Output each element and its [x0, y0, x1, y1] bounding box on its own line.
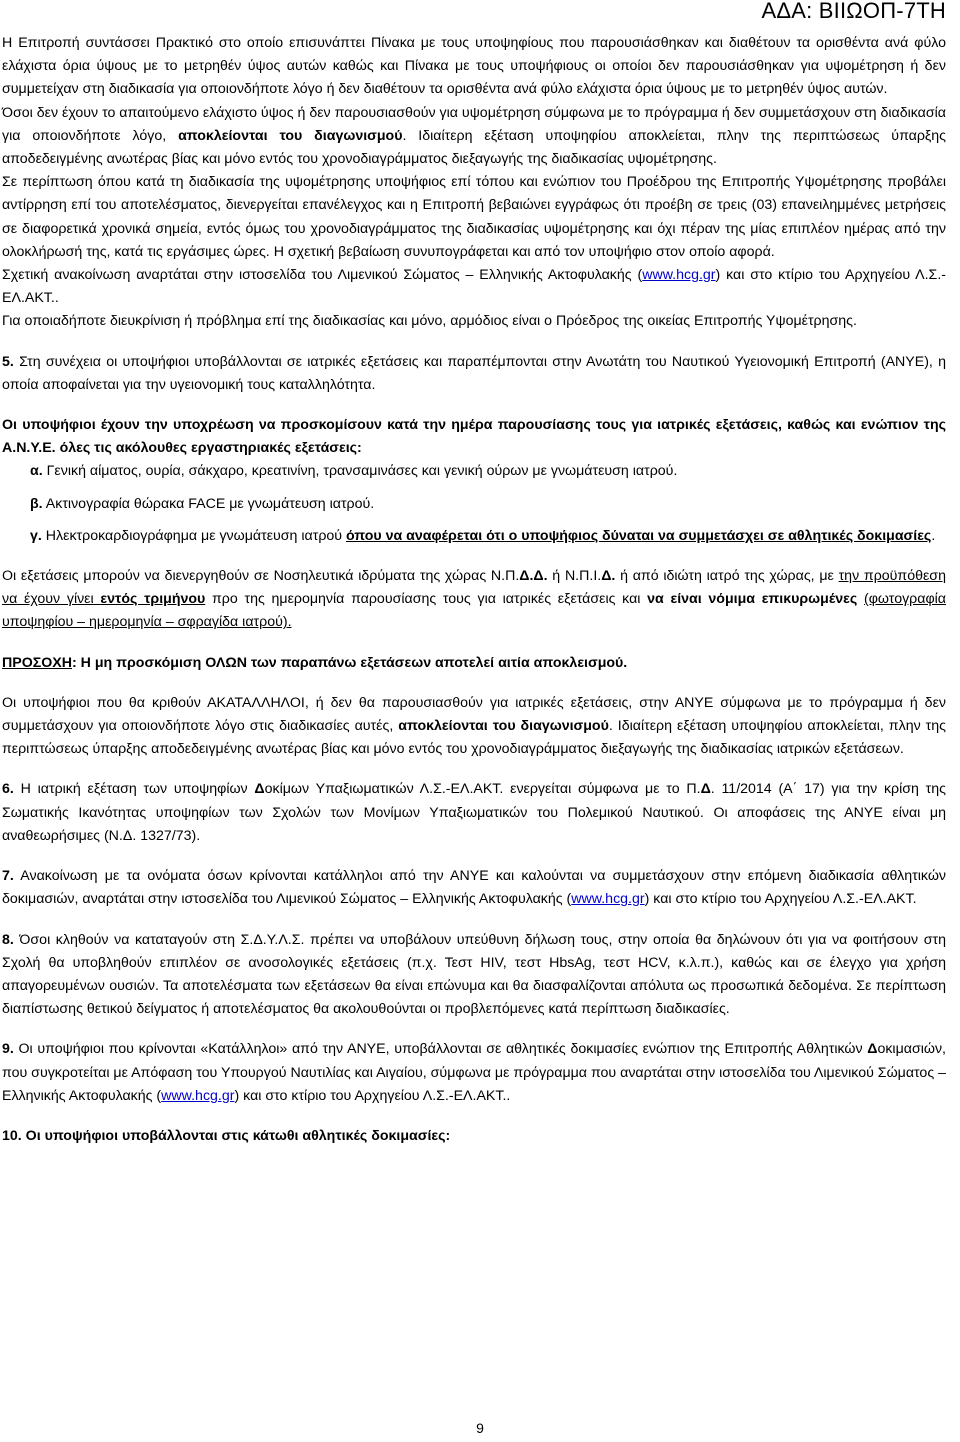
paragraph-announcement: Σχετική ανακοίνωση αναρτάται στην ιστοσελίδα του Λιμενικού Σώματος – Ελληνικής Ακτοφυλακής (www.hcg.gr) και στο κτίριο του Αρχηγείου Λ.Σ.-ΕΛ.ΑΚΤ..: [2, 267, 946, 307]
page-number: 9: [476, 1420, 484, 1436]
section-number: 9.: [2, 1041, 14, 1058]
exam-item-a: α. Γενική αίματος, ουρία, σάκχαρο, κρεατινίνη, τρανσαμινάσες και γενική ούρων με γνωμάτευση ιατρού.: [30, 463, 678, 480]
section-9: 9. Οι υποψήφιοι που κρίνονται «Κατάλληλοι» από την ΑΝΥΕ, υποβάλλονται σε αθλητικές δοκιμασίες ενώπιον της Επιτροπής Αθλητικών Δοκιμασιών, που συγκροτείται με Απόφαση του Υπουργού Ναυτιλίας και Αιγαίου, σύμφωνα με πρόγραμμα που αναρτάται στην ιστοσελίδα του Λιμενικού Σώματος – Ελληνικής Ακτοφυλακής (www.hcg.gr) και στο κτίριο του Αρχηγείου Λ.Σ.-ΕΛ.ΑΚΤ..: [2, 1041, 946, 1104]
hcg-link[interactable]: www.hcg.gr: [161, 1087, 235, 1104]
section-number: 6.: [2, 781, 14, 798]
exam-item-b: β. Ακτινογραφία θώρακα FACE με γνωμάτευση ιατρού.: [30, 495, 375, 512]
paragraph-committee-report: Η Επιτροπή συντάσσει Πρακτικό στο οποίο επισυνάπτει Πίνακα με τους υποψηφίους που παρουσιάσθηκαν και διαθέτουν τα ορισθέντα ανά φύλο ελάχιστα όρια ύψους με το μετρηθέν ύψος αυτών καθώς και Πίνακα με τους υποψήφιους οι οποίοι δεν παρουσιάσθηκαν για υψομέτρηση ή δεν συμμετείχαν στη διαδικασία για οποιονδήποτε λόγο ή δεν διαθέτουν τα ορισθέντα ανά φύλο ελάχιστα όρια ύψους με το μετρηθέν ύψος αυτών.: [2, 35, 946, 98]
hcg-link[interactable]: www.hcg.gr: [571, 891, 645, 908]
exclusion-notice: αποκλείονται του διαγωνισμού: [178, 127, 403, 144]
exam-item-c: γ. Ηλεκτροκαρδιογράφημα με γνωμάτευση ιατρού όπου να αναφέρεται ότι ο υποψήφιος δύναται να συμμετάσχει σε αθλητικές δοκιμασίες.: [30, 527, 936, 544]
paragraph-hospitals: Οι εξετάσεις μπορούν να διενεργηθούν σε Νοσηλευτικά ιδρύματα της χώρας Ν.Π.Δ.Δ. ή Ν.Π.Ι.Δ. ή από ιδιώτη ιατρό της χώρας, με την προϋπόθεση να έχουν γίνει εντός τριμήνου προ της ημερομηνία παρουσίασης τους για ιατρικές εξετάσεις και να είναι νόμιμα επικυρωμένες (φωτογραφία υποψηφίου – ημερομηνία – σφραγίδα ιατρού).: [2, 568, 946, 631]
hcg-link[interactable]: www.hcg.gr: [642, 267, 716, 284]
section-number: 7.: [2, 868, 14, 885]
document-body: [0, 32, 946, 1148]
section-5: 5. Στη συνέχεια οι υποψήφιοι υποβάλλονται σε ιατρικές εξετάσεις και παραπέμπονται στην Ανωτάτη του Ναυτικού Υγειονομική Επιτροπή (ΑΝΥΕ), η οποία αποφαίνεται για την υγειονομική τους καταλληλότητα.: [2, 353, 946, 393]
paragraph-attention: ΠΡΟΣΟΧΗ: Η μη προσκόμιση ΟΛΩΝ των παραπάνω εξετάσεων αποτελεί αιτία αποκλεισμού.: [2, 654, 628, 671]
paragraph-objection: Σε περίπτωση όπου κατά τη διαδικασία της υψομέτρησης υποψήφιος επί τόπου και ενώπιον του Προέδρου της Επιτροπής Υψομέτρησης προβάλει αντίρρηση επί του αποτελέσματος, διενεργείται επανέλεγχος και η Επιτροπή βεβαιώνει εγγράφως ότι προέβη σε τρεις (03) επανειλημμένες μετρήσεις σε διαφορετικά χρονικά σημεία, εντός όμως του χρονοδιαγράμματος της διαδικασίας υψομέτρησης και όχι πέραν της μίας επιπλέον ημέρας από την ολοκλήρωσή της, κατά τις εργάσιμες ώρες. Η σχετική βεβαίωση συνυπογράφεται και από τον υποψήφιο στον οποίο αφορά.: [2, 174, 946, 260]
paragraph-height-exclusion: Όσοι δεν έχουν το απαιτούμενο ελάχιστο ύψος ή δεν παρουσιασθούν για υψομέτρηση σύμφωνα με το πρόγραμμα ή δεν συμμετάσχουν στη διαδικασία για οποιονδήποτε λόγο, αποκλείονται του διαγωνισμού. Ιδιαίτερη εξέταση υποψηφίου αποκλείεται, πλην της περιπτώσεως ύπαρξης αποδεδειγμένης ανωτέρας βίας και μόνο εντός του χρονοδιαγράμματος διεξαγωγής της διαδικασίας υψομέτρησης.: [2, 104, 947, 168]
attention-label: ΠΡΟΣΟΧΗ: [2, 654, 73, 671]
section-7: 7. Ανακοίνωση με τα ονόματα όσων κρίνονται κατάλληλοι από την ΑΝΥΕ και καλούνται να συμμετάσχουν στην επόμενη διαδικασία αθλητικών δοκιμασιών, αναρτάται στην ιστοσελίδα του Λιμενικού Σώματος – Ελληνικής Ακτοφυλακής (www.hcg.gr) και στο κτίριο του Αρχηγείου Λ.Σ.-ΕΛ.ΑΚΤ.: [2, 868, 946, 908]
section-number: 5.: [2, 353, 14, 370]
paragraph-clarification: Για οποιαδήποτε διευκρίνιση ή πρόβλημα επί της διαδικασίας και μόνο, αρμόδιος είναι ο Πρόεδρος της οικείας Επιτροπής Υψομέτρησης.: [2, 313, 857, 330]
section-10-heading: 10. Οι υποψήφιοι υποβάλλονται στις κάτωθι αθλητικές δοκιμασίες:: [2, 1127, 451, 1144]
section-6: 6. Η ιατρική εξέταση των υποψηφίων Δοκίμων Υπαξιωματικών Λ.Σ.-ΕΛ.ΑΚΤ. ενεργείται σύμφωνα με το Π.Δ. 11/2014 (Α΄ 17) για την κρίση της Σωματικής Ικανότητας υποψηφίων των Σχολών των Μονίμων Υπαξιωματικών του Πολεμικού Ναυτικού. Οι αποφάσεις της ΑΝΥΕ είναι μη αναθεωρήσιμες (Ν.Δ. 1327/73).: [2, 781, 947, 844]
section-8: 8. Όσοι κληθούν να καταταγούν στη Σ.Δ.Υ.Λ.Σ. πρέπει να υποβάλουν υπεύθυνη δήλωση τους, στην οποία θα δηλώνουν ότι για να φοιτήσουν στη Σχολή θα υποβληθούν επιπλέον σε ανοσολογικές εξετάσεις (π.χ. Τεστ HIV, τεστ HbsAg, τεστ HCV, κ.λ.π.), καθώς και σε έλεγχο για χρήση απαγορευμένων ουσιών. Τα αποτελέσματα των εξετάσεων θα είναι επώνυμα και θα διασφαλίζονται απόλυτα ως προσωπικά δεδομένα. Σε περίπτωση διαπίστωσης θετικού δείγματος ή αποτελέσματος θα ακολουθούνται οι προβλεπόμενες κατά περίπτωση διαδικασίες.: [2, 931, 946, 1018]
section-number: 8.: [2, 931, 14, 948]
paragraph-obligation: Οι υποψήφιοι έχουν την υποχρέωση να προσκομίσουν κατά την ημέρα παρουσίασης τους για ιατρικές εξετάσεις, καθώς και ενώπιον της Α.Ν.Υ.Ε. όλες τις ακόλουθες εργαστηριακές εξετάσεις:: [2, 417, 946, 457]
paragraph-unfit: Οι υποψήφιοι που θα κριθούν ΑΚΑΤΑΛΛΗΛΟΙ, ή δεν θα παρουσιασθούν για ιατρικές εξετάσεις, στην ΑΝΥΕ σύμφωνα με το πρόγραμμα ή δεν συμμετάσχουν για οποιονδήποτε λόγο στις διαδικασίες αυτές, αποκλείονται του διαγωνισμού. Ιδιαίτερη εξέταση υποψηφίου αποκλείεται, πλην της περιπτώσεως ύπαρξης αποδεδειγμένης ανωτέρας βίας και μόνο εντός του χρονοδιαγράμματος διεξαγωγής της διαδικασίας ιατρικών εξετάσεων.: [2, 694, 946, 758]
ada-code: ΑΔΑ: ΒΙΙΩΟΠ-7ΤΗ: [761, 0, 946, 23]
